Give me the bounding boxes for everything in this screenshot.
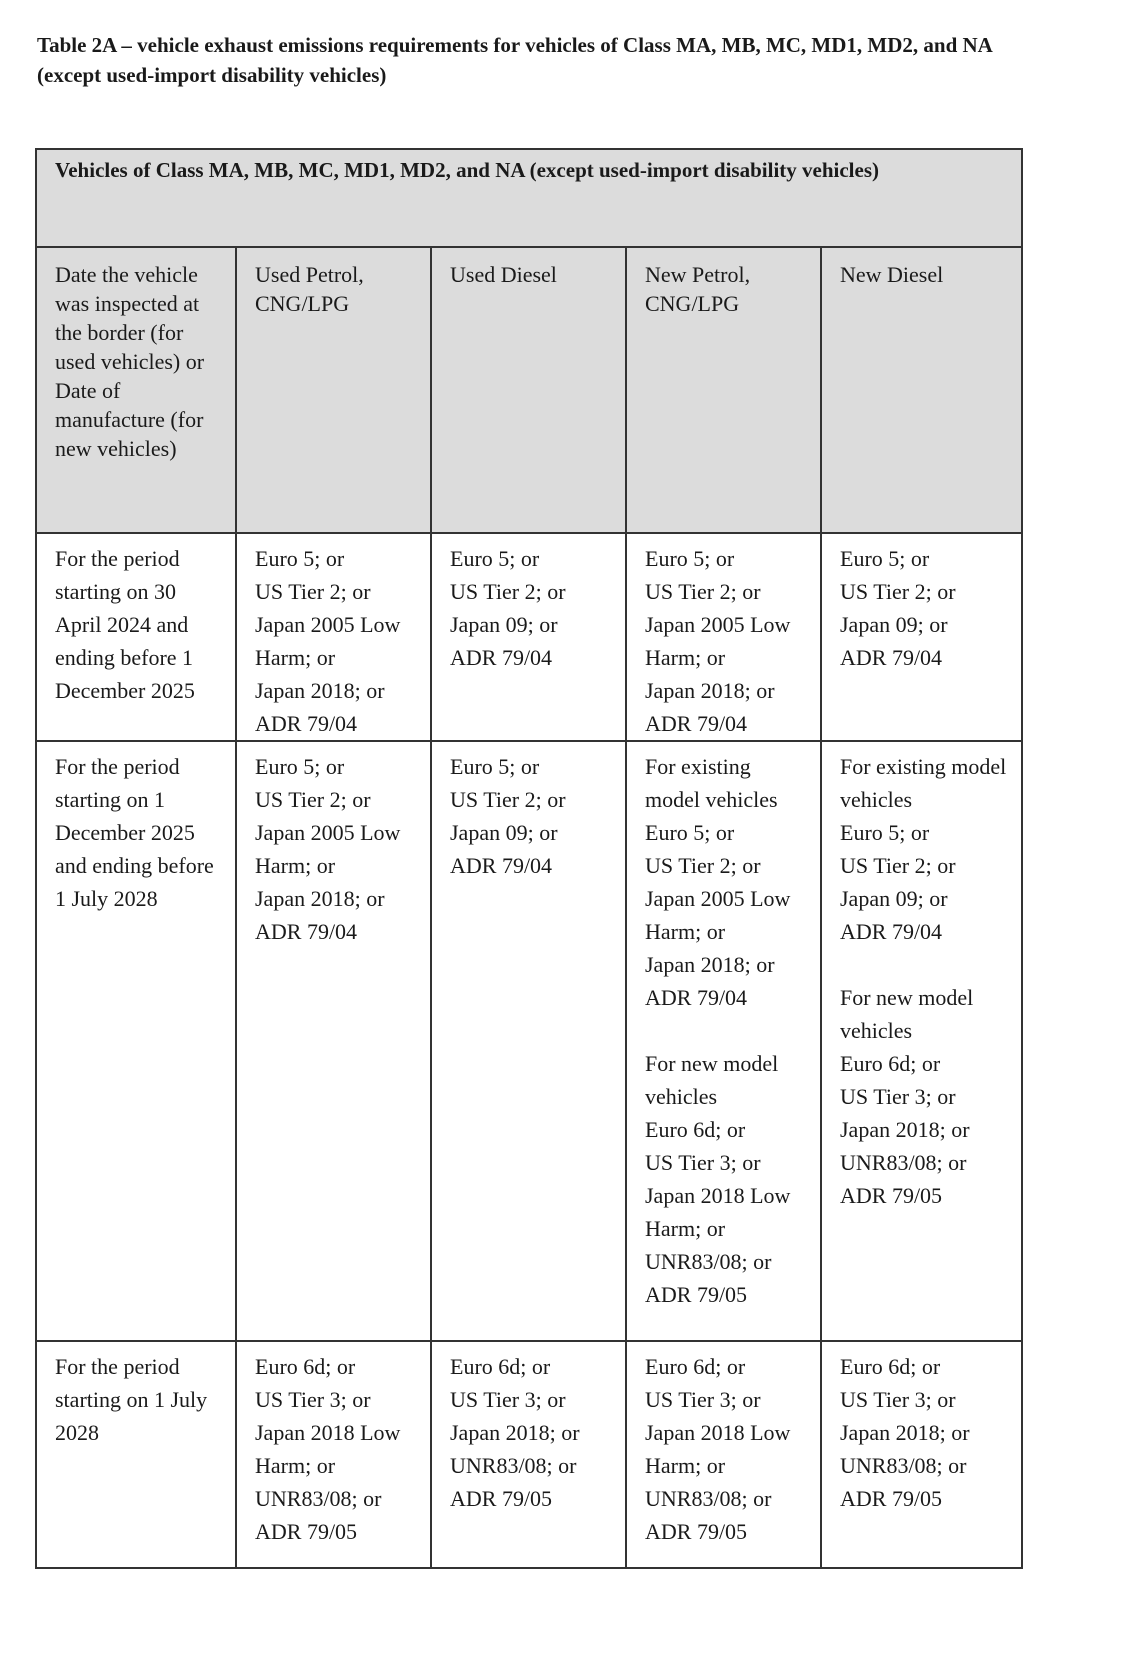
- used-diesel-cell: Euro 6d; or US Tier 3; or Japan 2018; or UNR83/08; or ADR 79/05: [431, 1341, 626, 1568]
- period-cell: For the period starting on 30 April 2024 and ending before 1 December 2025: [36, 533, 236, 741]
- existing-model-text: For existing model vehicles Euro 5; or US Tier 2; or Japan 2005 Low Harm; or Japan 2018; or ADR 79/04: [645, 754, 791, 1010]
- used-diesel-cell: Euro 5; or US Tier 2; or Japan 09; or ADR 79/04: [431, 533, 626, 741]
- period-cell: For the period starting on 1 July 2028: [36, 1341, 236, 1568]
- header-date: Date the vehicle was inspected at the border (for used vehicles) or Date of manufacture (for new vehicles): [36, 247, 236, 533]
- new-diesel-cell: Euro 5; or US Tier 2; or Japan 09; or ADR 79/04: [821, 533, 1022, 741]
- used-petrol-cell: Euro 5; or US Tier 2; or Japan 2005 Low Harm; or Japan 2018; or ADR 79/04: [236, 533, 431, 741]
- new-petrol-cell: Euro 6d; or US Tier 3; or Japan 2018 Low Harm; or UNR83/08; or ADR 79/05: [626, 1341, 821, 1568]
- table-row: [36, 1341, 1022, 1568]
- header-row: [36, 247, 1022, 533]
- header-new-diesel: New Diesel: [821, 247, 1022, 533]
- new-diesel-cell: Euro 6d; or US Tier 3; or Japan 2018; or UNR83/08; or ADR 79/05: [821, 1341, 1022, 1568]
- new-petrol-cell: Euro 5; or US Tier 2; or Japan 2005 Low Harm; or Japan 2018; or ADR 79/04: [626, 533, 821, 741]
- emissions-table: [35, 148, 1023, 1569]
- table-band-row: [36, 149, 1022, 247]
- new-diesel-cell: [821, 741, 1022, 1341]
- period-cell: For the period starting on 1 December 2025 and ending before 1 July 2028: [36, 741, 236, 1341]
- used-petrol-cell: Euro 6d; or US Tier 3; or Japan 2018 Low Harm; or UNR83/08; or ADR 79/05: [236, 1341, 431, 1568]
- table-row: [36, 741, 1022, 1341]
- table-title: Table 2A – vehicle exhaust emissions requirements for vehicles of Class MA, MB, MC, MD1, MD2, and NA (except used-import disability vehicles): [37, 33, 992, 87]
- used-petrol-cell: Euro 5; or US Tier 2; or Japan 2005 Low Harm; or Japan 2018; or ADR 79/04: [236, 741, 431, 1341]
- header-used-diesel: Used Diesel: [431, 247, 626, 533]
- table-row: [36, 533, 1022, 741]
- new-model-text: For new model vehicles Euro 6d; or US Tier 3; or Japan 2018; or UNR83/08; or ADR 79/05: [840, 985, 974, 1208]
- used-diesel-cell: Euro 5; or US Tier 2; or Japan 09; or ADR 79/04: [431, 741, 626, 1341]
- new-model-text: For new model vehicles Euro 6d; or US Tier 3; or Japan 2018 Low Harm; or UNR83/08; or ADR 79/05: [645, 1051, 791, 1307]
- header-used-petrol: Used Petrol, CNG/LPG: [236, 247, 431, 533]
- band-heading: Vehicles of Class MA, MB, MC, MD1, MD2, and NA (except used-import disability vehicles): [36, 149, 1022, 247]
- existing-model-text: For existing model vehicles Euro 5; or US Tier 2; or Japan 09; or ADR 79/04: [840, 754, 1007, 944]
- new-petrol-cell: [626, 741, 821, 1341]
- header-new-petrol: New Petrol, CNG/LPG: [626, 247, 821, 533]
